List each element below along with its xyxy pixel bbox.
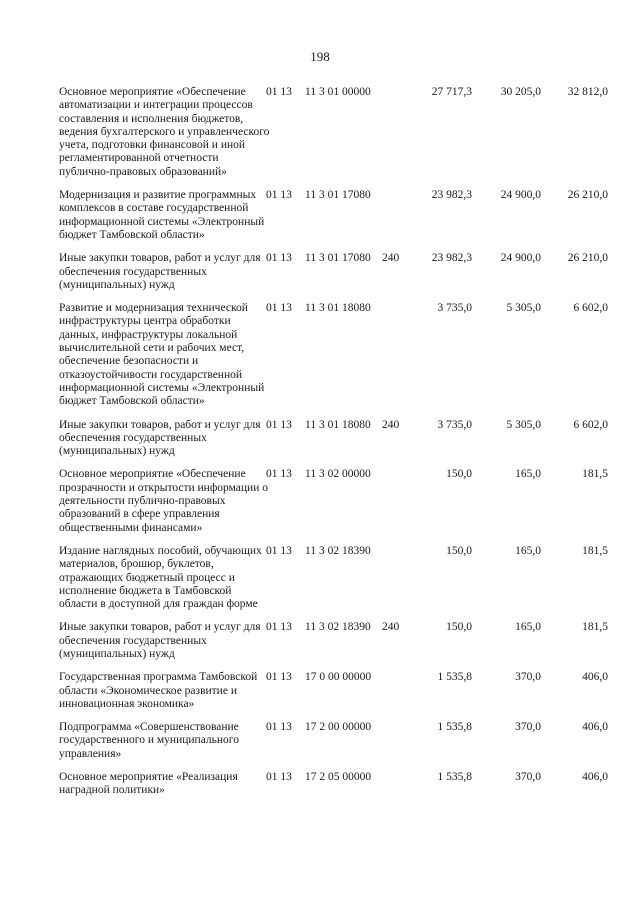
section-code: 01 13 (266, 771, 292, 784)
table-row (0, 545, 640, 611)
amount-year-3: 406,0 (582, 721, 608, 734)
amount-year-3: 406,0 (582, 671, 608, 684)
table-row (0, 771, 640, 798)
amount-year-2: 370,0 (515, 721, 541, 734)
table-row (0, 419, 640, 459)
target-code: 17 2 00 00000 (305, 721, 372, 734)
row-name: Модернизация и развитие программных комплексов в составе государственной информационной системы «Электронный бюджет Тамбовской области» (59, 189, 265, 241)
target-code: 11 3 01 17080 (305, 252, 371, 265)
amount-year-1: 150,0 (446, 621, 472, 634)
amount-year-1: 23 982,3 (431, 252, 472, 265)
section-code: 01 13 (266, 189, 292, 202)
table-row (0, 621, 640, 661)
amount-year-2: 30 205,0 (500, 86, 541, 98)
row-name: Основное мероприятие «Реализация наградной политики» (59, 771, 238, 797)
section-code: 01 13 (266, 621, 292, 634)
section-code: 01 13 (266, 544, 292, 557)
amount-year-3: 6 602,0 (573, 302, 608, 315)
amount-year-1: 23 982,3 (431, 189, 472, 202)
target-code: 17 2 05 00000 (305, 771, 372, 784)
amount-year-2: 5 305,0 (506, 302, 541, 315)
section-code: 01 13 (266, 252, 292, 265)
row-name: Иные закупки товаров, работ и услуг для обеспечения государственных (муниципальных) нужд (59, 252, 261, 291)
table-row (0, 189, 640, 242)
amount-year-1: 150,0 (446, 468, 472, 481)
page-number: 198 (310, 49, 330, 64)
target-code: 11 3 01 18080 (305, 302, 371, 315)
amount-year-3: 181,5 (582, 468, 608, 481)
amount-year-1: 3 735,0 (437, 302, 472, 315)
section-code: 01 13 (266, 468, 292, 481)
row-name: Подпрограмма «Совершенствование государственного и муниципального управления» (59, 721, 239, 760)
row-name: Основное мероприятие «Обеспечение автоматизации и интеграции процессов составления и исполнения бюджетов, ведения бухгалтерского и управленческого учета, подготовки финансовой и иной регламентированной отчетности публично-правовых образований» (59, 86, 270, 178)
target-code: 17 0 00 00000 (305, 671, 372, 684)
amount-year-1: 1 535,8 (437, 721, 472, 734)
expense-type: 240 (382, 621, 400, 634)
section-code: 01 13 (266, 302, 292, 315)
table-row (0, 86, 640, 179)
amount-year-1: 3 735,0 (437, 418, 472, 431)
row-name: Основное мероприятие «Обеспечение прозрачности и открытости информации о деятельности публично-правовых образований в сфере управления общественными финансами» (59, 468, 268, 534)
amount-year-3: 181,5 (582, 621, 608, 634)
target-code: 11 3 02 18390 (305, 621, 371, 634)
section-code: 01 13 (266, 671, 292, 684)
amount-year-2: 165,0 (515, 468, 541, 481)
row-name: Издание наглядных пособий, обучающих материалов, брошюр, буклетов, отражающих бюджетный процесс и исполнение бюджета в Тамбовской области в доступной для граждан форме (59, 544, 262, 611)
target-code: 11 3 02 18390 (305, 544, 371, 557)
amount-year-3: 26 210,0 (567, 189, 608, 202)
table-row (0, 252, 640, 292)
row-name: Иные закупки товаров, работ и услуг для обеспечения государственных (муниципальных) нужд (59, 418, 261, 458)
target-code: 11 3 01 18080 (305, 418, 371, 431)
amount-year-3: 26 210,0 (567, 252, 608, 265)
expense-type: 240 (382, 252, 400, 265)
amount-year-1: 150,0 (446, 544, 472, 557)
row-name: Государственная программа Тамбовской области «Экономическое развитие и инновационная экономика» (59, 671, 258, 710)
target-code: 11 3 01 17080 (305, 189, 371, 202)
section-code: 01 13 (266, 721, 292, 734)
amount-year-1: 1 535,8 (437, 671, 472, 684)
budget-table (0, 86, 640, 798)
amount-year-1: 1 535,8 (437, 771, 472, 784)
amount-year-2: 5 305,0 (506, 418, 541, 431)
amount-year-3: 32 812,0 (567, 86, 608, 98)
expense-type: 240 (382, 418, 400, 431)
amount-year-2: 24 900,0 (500, 189, 541, 202)
amount-year-3: 406,0 (582, 771, 608, 784)
target-code: 11 3 02 00000 (305, 468, 371, 481)
table-row (0, 468, 640, 534)
target-code: 11 3 01 00000 (305, 86, 371, 98)
table-row (0, 721, 640, 761)
row-name: Развитие и модернизация технической инфраструктуры центра обработки данных, инфраструктуры локальной вычислительной сети и рабочих мест, обеспечение безопасности и отказоустойчивости государственной информационной системы «Электронный бюджет Тамбовской области» (59, 302, 265, 408)
table-row (0, 671, 640, 711)
table-row (0, 302, 640, 408)
amount-year-2: 165,0 (515, 621, 541, 634)
amount-year-2: 370,0 (515, 671, 541, 684)
amount-year-3: 6 602,0 (573, 418, 608, 431)
amount-year-3: 181,5 (582, 544, 608, 557)
section-code: 01 13 (266, 418, 292, 431)
amount-year-2: 165,0 (515, 544, 541, 557)
amount-year-1: 27 717,3 (431, 86, 472, 98)
row-name: Иные закупки товаров, работ и услуг для обеспечения государственных (муниципальных) нужд (59, 621, 261, 660)
amount-year-2: 24 900,0 (500, 252, 541, 265)
amount-year-2: 370,0 (515, 771, 541, 784)
section-code: 01 13 (266, 86, 292, 98)
